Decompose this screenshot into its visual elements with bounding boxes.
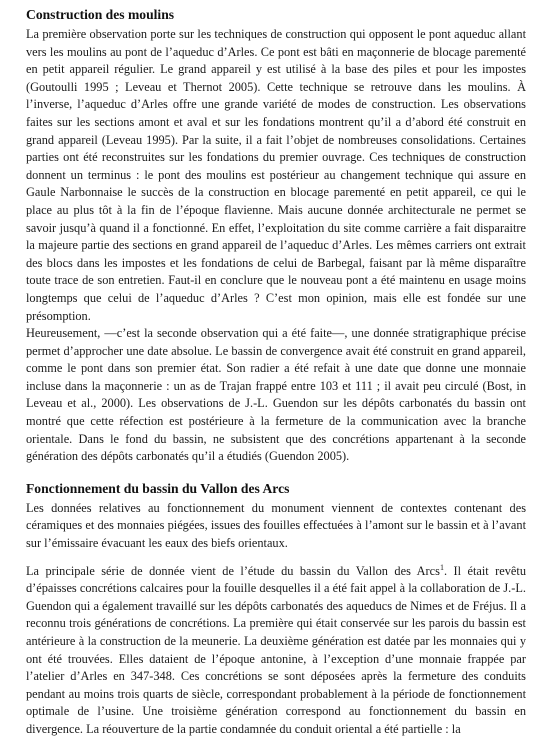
- section-heading-construction: Construction des moulins: [26, 7, 175, 22]
- paragraph-text-end: . Il était revêtu d’épaisses concrétions calcaires pour la fouille desquelles il a été fait appel à la collaboration de J.-L. Guendon qui a également travaillé sur les dépôts carbonatés des aqueducs de Nimes et de Fréjus. Il a reconnu trois générations de concrétions. La première qui était conservée sur les parois du bassin est antérieure à la construction de la meunerie. La deuxième génération est datée par les monnaies qui y ont été trouvées. Elles dataient de l’époque antonine, à l’exception d’une monnaie frappée par l’atelier d’Arles en 347-348. Ces concrétions se sont déposées après la fermeture des conduits pendant au moins trois quarts de siècle, correspondant probablement à la période de fonctionnement optimale de l’usine. Une troisième génération correspond au fonctionnement du bassin en divergence. La réouverture de la partie condamnée du conduit oriental a été partielle : la: [26, 563, 526, 736]
- document-page: [26, 6, 526, 739]
- paragraph-construction-1: La première observation porte sur les techniques de construction qui opposent le pont aqueduc allant vers les moulins au pont de l’aqueduc d’Arles. Ce pont est bâti en maçonnerie de blocage parementé en petit appareil régulier. Le grand appareil y est utilisé à la base des piles et pour les impostes (Goutoulli 1995 ; Leveau et Thernot 2005). Cette technique se retrouve dans les moulins. À l’inverse, l’aqueduc d’Arles offre une grande variété de modes de construction. Les observations faites sur les sections amont et aval et sur les fondations montrent qu’il a d’abord été construit en grand appareil (Leveau 1995). Par la suite, il a fait l’objet de nombreuses consolidations. Certaines parties ont été reconstruites sur les fondations du premier ouvrage. Ces techniques de construction donnent un terminus : le pont des moulins est postérieur au changement technique qui assure en Gaule Narbonnaise le succès de la construction en blocage parementé en petit appareil, ce qui le place au plus tôt à la fin de l’époque flavienne. Mais aucune donnée architecturale ne permet se savoir jusqu’à quand il a fonctionné. En effet, l’exploitation du site comme carrière a fait disparaitre la majeure partie des sections en grand appareil de l’aqueduc d’Arles. Les mêmes carriers ont extrait des blocs dans les impostes et les fondations de celui de Barbegal, faisant par là même disparaître toute trace de son entretien. Faut-il en conclure que le nouveau pont a été maintenu en usage moins longtemps que celui de l’aqueduc d’Arles ? C’est mon opinion, mais elle est fondée sur une présomption.: [26, 27, 526, 323]
- section-heading-fonctionnement: Fonctionnement du bassin du Vallon des Arcs: [26, 480, 290, 496]
- footnote-marker[interactable]: 1: [439, 562, 444, 572]
- paragraph-text-start: La principale série de donnée vient de l’étude du bassin du Vallon des Arcs: [26, 563, 440, 578]
- paragraph-fonctionnement-1: Les données relatives au fonctionnement du monument viennent de contextes contenant des céramiques et des monnaies piégées, issues des fouilles effectuées à l’amont sur le bassin et à l’avant sur l’émissaire évacuant les eaux des biefs orientaux.: [26, 500, 526, 551]
- paragraph-construction-2: Heureusement, —c’est la seconde observation qui a été faite—, une donnée stratigraphique précise permet d’approcher une date absolue. Le bassin de convergence avait été construit en grand appareil, comme le pont dans son premier état. Son radier a été refait à une date que donne une monnaie incluse dans la maçonnerie : un as de Trajan frappé entre 103 et 111 ; il avait peu circulé (Bost, in Leveau et al., 2000). Les observations de J.-L. Guendon sur les dépôts carbonatés du bassin ont montré que cette réfection est postérieure à la fermeture de la communication avec la branche orientale. Dans le fond du bassin, ne subsistent que des concrétions appartenant à la seconde génération des dépôts carbonatés qu’il a étudiés (Guendon 2005).: [26, 326, 526, 464]
- paragraph-fonctionnement-2: [26, 563, 526, 739]
